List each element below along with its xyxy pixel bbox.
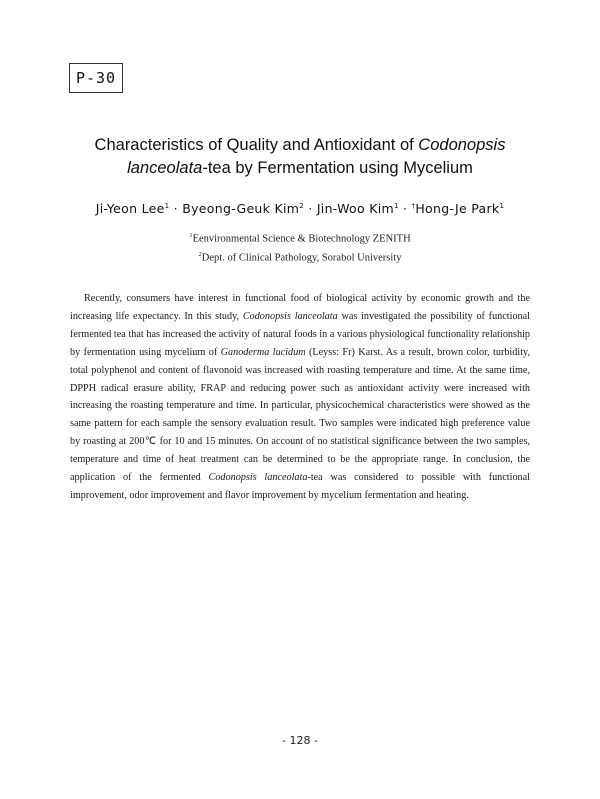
corresponding-author-mark: † (411, 201, 416, 210)
species-name: Codonopsis lanceolata (242, 310, 338, 322)
author-affil-mark: 1 (499, 201, 505, 210)
author-affil-mark: 2 (299, 201, 304, 210)
author-separator: · (398, 201, 412, 216)
poster-id-box (69, 63, 123, 93)
abstract-paragraph (70, 290, 530, 505)
species-name: Codonopsis lanceolata (208, 472, 308, 484)
abstract-text: Recently, consumers have interest in functional food of biological activity by economic growth and the increasing life expectancy. In this study, (70, 293, 530, 322)
abstract-text: (Leyss: Fr) Karst. As a result, brown color, turbidity, total polyphenol and content of flavonoid was increased with roasting temperature and time. At the same time, DPPH radical erasure ability, FRAP and reducing power such as antioxidant activity were increased with increasing the roasting temperature and time. In particular, physicochemical characteristics were showed as the same pattern for each sample the sensory evaluation result. Two samples were indicated high preference value by roasting at 200℃ for 10 and 15 minutes. On account of no statistical significance between the two samples, temperature and time of heat treatment can be determined to be the appropriate range. In conclusion, the application of the fermented (70, 346, 530, 484)
affiliation-mark: 2 (198, 250, 202, 258)
affiliation-text: Eenvironmental Science & Biotechnology ZENITH (192, 233, 411, 245)
author-name: Ji-Yeon Lee (95, 201, 165, 216)
title-line-1 (60, 134, 540, 157)
poster-id: P-30 (75, 69, 117, 87)
title-text-2: -tea by Fermentation using Mycelium (202, 159, 473, 177)
page-number: - 128 - (282, 734, 318, 747)
affiliation-mark: 1 (189, 232, 193, 239)
author-name: Jin-Woo Kim (316, 201, 394, 216)
affiliation-text: Dept. of Clinical Pathology, Sorabol University (201, 252, 402, 263)
title-italic-2: lanceolata (127, 159, 203, 177)
author-separator: · (303, 201, 317, 216)
species-name: Ganoderma lucidum (220, 346, 306, 358)
author-separator: · (169, 201, 183, 216)
author-affil-mark: 1 (393, 201, 399, 210)
abstract-text: was investigated the possibility of functional fermented tea that has increased the activity of natural foods in a various physiological functionality relationship by fermentation using mycelium of (70, 310, 530, 358)
paper-title (60, 134, 540, 180)
title-line-2 (60, 157, 540, 180)
author-list (60, 201, 540, 216)
author-name: Hong-Je Park (415, 201, 500, 216)
affiliation (60, 247, 540, 266)
abstract-text: -tea was considered to possible with functional improvement, odor improvement and flavor improvement by mycelium fermentation and heating. (70, 472, 530, 501)
title-text-1: Characteristics of Quality and Antioxidant of (94, 136, 419, 154)
author-name: Byeong-Geuk Kim (182, 201, 300, 216)
abstract (70, 290, 530, 505)
affiliation-list (60, 228, 540, 265)
affiliation (60, 228, 540, 247)
title-italic-1: Codonopsis (418, 136, 506, 154)
author-affil-mark: 1 (164, 201, 170, 210)
